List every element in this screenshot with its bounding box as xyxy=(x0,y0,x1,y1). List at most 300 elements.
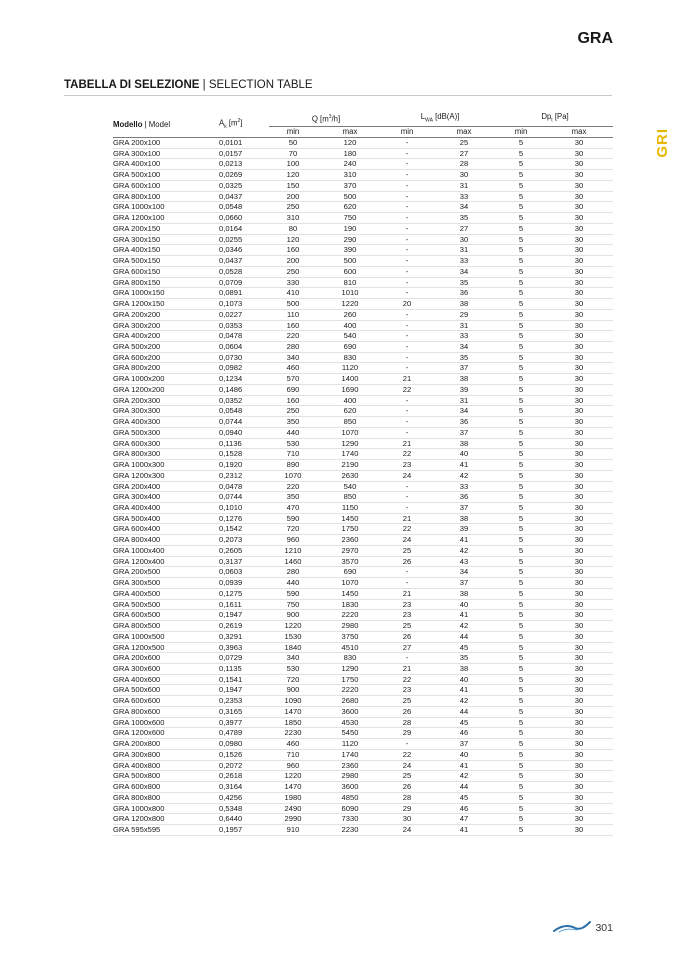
cell-model: GRA 1200x300 xyxy=(113,470,165,480)
cell-q-min: 330 xyxy=(286,277,300,287)
cell-q-max: 500 xyxy=(343,191,357,201)
cell-dpt-min: 5 xyxy=(518,148,524,158)
table-row xyxy=(113,159,613,170)
cell-q-max: 830 xyxy=(343,653,357,663)
table-row xyxy=(113,202,613,213)
cell-model: GRA 400x200 xyxy=(113,331,161,341)
column-header-ak: $A_k$ $[m^2]$ xyxy=(219,117,243,130)
cell-model: GRA 200x600 xyxy=(113,653,161,663)
cell-ak: 0,3291 xyxy=(219,631,243,641)
cell-dpt-max: 30 xyxy=(574,299,584,309)
table-row xyxy=(113,760,613,771)
cell-q-max: 1450 xyxy=(341,513,359,523)
column-group-lwa: $L_{WA}$ [dB(A)] xyxy=(383,112,497,127)
cell-lwa-max: 37 xyxy=(459,502,469,512)
table-row xyxy=(113,621,613,632)
table-row xyxy=(113,728,613,739)
table-row xyxy=(113,277,613,288)
cell-q-min: 160 xyxy=(286,245,300,255)
cell-q-min: 350 xyxy=(286,417,300,427)
cell-model: GRA 800x500 xyxy=(113,621,161,631)
cell-model: GRA 1200x500 xyxy=(113,642,165,652)
cell-q-max: 7330 xyxy=(341,814,359,824)
cell-dpt-min: 5 xyxy=(518,417,524,427)
cell-q-max: 6090 xyxy=(341,803,359,813)
cell-q-min: 470 xyxy=(286,502,300,512)
cell-lwa-max: 41 xyxy=(459,610,469,620)
cell-ak: 0,3165 xyxy=(219,706,243,716)
cell-lwa-min: 21 xyxy=(402,438,412,448)
cell-q-max: 850 xyxy=(343,417,357,427)
cell-dpt-min: 5 xyxy=(518,481,524,491)
table-row xyxy=(113,341,613,352)
table-row xyxy=(113,374,613,385)
cell-dpt-min: 5 xyxy=(518,814,524,824)
column-group-dpt: $Dp_t$ [Pa] xyxy=(497,112,613,127)
cell-dpt-max: 30 xyxy=(574,642,584,652)
cell-lwa-min: - xyxy=(405,578,409,588)
cell-lwa-max: 41 xyxy=(459,685,469,695)
table-row xyxy=(113,631,613,642)
cell-lwa-min: 23 xyxy=(402,599,412,609)
cell-ak: 0,1947 xyxy=(219,685,243,695)
cell-q-min: 340 xyxy=(286,653,300,663)
cell-lwa-max: 44 xyxy=(459,631,469,641)
cell-dpt-min: 5 xyxy=(518,191,524,201)
cell-model: GRA 800x200 xyxy=(113,363,161,373)
cell-dpt-max: 30 xyxy=(574,331,584,341)
cell-lwa-min: 22 xyxy=(402,384,412,394)
cell-model: GRA 400x400 xyxy=(113,502,161,512)
cell-dpt-min: 5 xyxy=(518,299,524,309)
cell-model: GRA 1000x600 xyxy=(113,717,165,727)
cell-q-min: 1210 xyxy=(284,545,302,555)
cell-dpt-min: 5 xyxy=(518,535,524,545)
cell-q-max: 2220 xyxy=(341,685,359,695)
cell-q-max: 1220 xyxy=(341,299,359,309)
cell-q-max: 120 xyxy=(343,138,357,148)
table-row xyxy=(113,138,613,149)
cell-lwa-max: 37 xyxy=(459,427,469,437)
cell-lwa-max: 38 xyxy=(459,438,469,448)
table-row xyxy=(113,148,613,159)
cell-q-max: 1740 xyxy=(341,749,359,759)
cell-q-max: 2190 xyxy=(341,460,359,470)
cell-dpt-max: 30 xyxy=(574,460,584,470)
cell-q-min: 120 xyxy=(286,234,300,244)
table-row xyxy=(113,545,613,556)
cell-dpt-max: 30 xyxy=(574,674,584,684)
cell-q-min: 1470 xyxy=(284,782,302,792)
table-row xyxy=(113,363,613,374)
cell-lwa-max: 46 xyxy=(459,728,469,738)
cell-ak: 0,1486 xyxy=(219,384,243,394)
cell-lwa-min: - xyxy=(405,363,409,373)
cell-q-min: 440 xyxy=(286,578,300,588)
cell-dpt-max: 30 xyxy=(574,234,584,244)
cell-lwa-max: 25 xyxy=(459,138,469,148)
cell-q-min: 1470 xyxy=(284,706,302,716)
subheader-max: max xyxy=(456,127,472,137)
cell-dpt-max: 30 xyxy=(574,599,584,609)
cell-ak: 0,0157 xyxy=(219,148,243,158)
cell-model: GRA 600x300 xyxy=(113,438,161,448)
cell-dpt-max: 30 xyxy=(574,223,584,233)
cell-lwa-min: 21 xyxy=(402,588,412,598)
cell-ak: 0,0478 xyxy=(219,481,243,491)
cell-model: GRA 400x800 xyxy=(113,760,161,770)
cell-ak: 0,0660 xyxy=(219,213,243,223)
cell-q-min: 590 xyxy=(286,588,300,598)
cell-model: GRA 400x300 xyxy=(113,417,161,427)
cell-q-max: 1070 xyxy=(341,578,359,588)
cell-ak: 0,0227 xyxy=(219,309,243,319)
cell-dpt-max: 30 xyxy=(574,825,584,835)
cell-lwa-max: 39 xyxy=(459,384,469,394)
cell-model: GRA 1000x150 xyxy=(113,288,165,298)
cell-q-max: 1750 xyxy=(341,674,359,684)
cell-q-min: 50 xyxy=(288,138,298,148)
table-row xyxy=(113,417,613,428)
cell-ak: 0,4256 xyxy=(219,792,243,802)
subheader-max: max xyxy=(342,127,358,137)
cell-dpt-min: 5 xyxy=(518,170,524,180)
table-row xyxy=(113,588,613,599)
cell-lwa-min: - xyxy=(405,406,409,416)
cell-ak: 0,0729 xyxy=(219,653,243,663)
cell-lwa-min: 28 xyxy=(402,717,412,727)
cell-q-min: 250 xyxy=(286,406,300,416)
cell-dpt-min: 5 xyxy=(518,792,524,802)
cell-dpt-min: 5 xyxy=(518,717,524,727)
cell-model: GRA 800x150 xyxy=(113,277,161,287)
cell-dpt-min: 5 xyxy=(518,674,524,684)
cell-ak: 0,0603 xyxy=(219,567,243,577)
cell-q-min: 310 xyxy=(286,213,300,223)
table-row xyxy=(113,245,613,256)
cell-lwa-max: 37 xyxy=(459,363,469,373)
cell-q-max: 750 xyxy=(343,213,357,223)
cell-q-min: 960 xyxy=(286,760,300,770)
cell-model: GRA 1200x800 xyxy=(113,814,165,824)
cell-lwa-min: - xyxy=(405,395,409,405)
cell-dpt-max: 30 xyxy=(574,384,584,394)
cell-dpt-min: 5 xyxy=(518,621,524,631)
cell-lwa-min: 29 xyxy=(402,803,412,813)
table-row xyxy=(113,567,613,578)
section-title-rest: SELECTION TABLE xyxy=(208,79,313,91)
cell-ak: 0,0730 xyxy=(219,352,243,362)
cell-lwa-min: 25 xyxy=(402,621,412,631)
table-row xyxy=(113,771,613,782)
cell-dpt-min: 5 xyxy=(518,374,524,384)
cell-q-min: 410 xyxy=(286,288,300,298)
cell-lwa-min: 21 xyxy=(402,513,412,523)
cell-lwa-min: 29 xyxy=(402,728,412,738)
cell-lwa-max: 38 xyxy=(459,588,469,598)
cell-lwa-max: 38 xyxy=(459,374,469,384)
cell-q-min: 910 xyxy=(286,825,300,835)
cell-model: GRA 1000x400 xyxy=(113,545,165,555)
cell-dpt-max: 30 xyxy=(574,406,584,416)
cell-model: GRA 300x300 xyxy=(113,406,161,416)
cell-q-max: 400 xyxy=(343,395,357,405)
cell-model: GRA 500x400 xyxy=(113,513,161,523)
cell-q-max: 3600 xyxy=(341,782,359,792)
cell-dpt-max: 30 xyxy=(574,578,584,588)
table-row xyxy=(113,320,613,331)
cell-q-min: 900 xyxy=(286,610,300,620)
table-row xyxy=(113,706,613,717)
cell-ak: 0,0982 xyxy=(219,363,243,373)
product-code-heading: GRA xyxy=(577,30,613,47)
cell-lwa-min: - xyxy=(405,502,409,512)
cell-model: GRA 200x200 xyxy=(113,309,161,319)
cell-ak: 0,3963 xyxy=(219,642,243,652)
cell-lwa-min: - xyxy=(405,492,409,502)
table-row xyxy=(113,191,613,202)
table-row xyxy=(113,524,613,535)
cell-lwa-max: 42 xyxy=(459,696,469,706)
cell-lwa-max: 27 xyxy=(459,223,469,233)
cell-dpt-max: 30 xyxy=(574,749,584,759)
cell-lwa-max: 46 xyxy=(459,803,469,813)
section-title-bold: TABELLA DI SELEZIONE xyxy=(64,79,200,91)
cell-model: GRA 400x600 xyxy=(113,674,161,684)
cell-lwa-max: 40 xyxy=(459,674,469,684)
cell-q-min: 280 xyxy=(286,567,300,577)
cell-ak: 0,1234 xyxy=(219,374,243,384)
cell-ak: 0,0101 xyxy=(219,138,243,148)
cell-q-max: 1740 xyxy=(341,449,359,459)
cell-q-max: 2630 xyxy=(341,470,359,480)
cell-q-min: 710 xyxy=(286,449,300,459)
cell-dpt-max: 30 xyxy=(574,202,584,212)
cell-lwa-max: 41 xyxy=(459,760,469,770)
cell-q-min: 200 xyxy=(286,256,300,266)
cell-lwa-max: 44 xyxy=(459,706,469,716)
cell-dpt-min: 5 xyxy=(518,406,524,416)
cell-model: GRA 300x500 xyxy=(113,578,161,588)
cell-model: GRA 400x100 xyxy=(113,159,161,169)
cell-dpt-max: 30 xyxy=(574,138,584,148)
cell-ak: 0,0548 xyxy=(219,406,243,416)
cell-lwa-max: 31 xyxy=(459,320,469,330)
cell-q-min: 2990 xyxy=(284,814,302,824)
cell-q-min: 1090 xyxy=(284,696,302,706)
cell-dpt-min: 5 xyxy=(518,502,524,512)
cell-dpt-max: 30 xyxy=(574,320,584,330)
cell-model: GRA 300x100 xyxy=(113,148,161,158)
cell-q-min: 570 xyxy=(286,374,300,384)
cell-q-max: 400 xyxy=(343,320,357,330)
cell-dpt-max: 30 xyxy=(574,363,584,373)
table-row xyxy=(113,685,613,696)
cell-lwa-max: 35 xyxy=(459,352,469,362)
cell-dpt-min: 5 xyxy=(518,395,524,405)
cell-lwa-max: 36 xyxy=(459,288,469,298)
cell-lwa-max: 27 xyxy=(459,148,469,158)
cell-lwa-max: 42 xyxy=(459,771,469,781)
cell-dpt-min: 5 xyxy=(518,524,524,534)
cell-lwa-max: 43 xyxy=(459,556,469,566)
cell-q-min: 1530 xyxy=(284,631,302,641)
cell-dpt-max: 30 xyxy=(574,341,584,351)
cell-ak: 0,0604 xyxy=(219,341,243,351)
cell-lwa-max: 45 xyxy=(459,792,469,802)
cell-q-max: 1830 xyxy=(341,599,359,609)
cell-model: GRA 200x150 xyxy=(113,223,161,233)
cell-q-min: 340 xyxy=(286,352,300,362)
cell-q-max: 260 xyxy=(343,309,357,319)
cell-q-max: 690 xyxy=(343,567,357,577)
cell-q-max: 1290 xyxy=(341,664,359,673)
cell-ak: 0,0269 xyxy=(219,170,243,180)
cell-q-max: 2680 xyxy=(341,696,359,706)
cell-dpt-max: 30 xyxy=(574,180,584,190)
cell-model: GRA 200x500 xyxy=(113,567,161,577)
category-side-tab: GRI xyxy=(654,128,671,158)
cell-dpt-min: 5 xyxy=(518,706,524,716)
cell-lwa-min: - xyxy=(405,481,409,491)
cell-q-max: 620 xyxy=(343,202,357,212)
cell-dpt-min: 5 xyxy=(518,427,524,437)
cell-model: GRA 300x600 xyxy=(113,664,161,673)
cell-dpt-min: 5 xyxy=(518,460,524,470)
cell-dpt-min: 5 xyxy=(518,277,524,287)
cell-lwa-min: 24 xyxy=(402,470,412,480)
cell-q-min: 890 xyxy=(286,460,300,470)
cell-dpt-max: 30 xyxy=(574,706,584,716)
table-row xyxy=(113,717,613,728)
table-row xyxy=(113,556,613,567)
table-row xyxy=(113,481,613,492)
cell-ak: 0,0346 xyxy=(219,245,243,255)
cell-ak: 0,2353 xyxy=(219,696,243,706)
table-row xyxy=(113,792,613,803)
cell-q-max: 2220 xyxy=(341,610,359,620)
cell-dpt-min: 5 xyxy=(518,352,524,362)
cell-lwa-max: 29 xyxy=(459,309,469,319)
cell-dpt-min: 5 xyxy=(518,341,524,351)
cell-model: GRA 800x300 xyxy=(113,449,161,459)
cell-model: GRA 600x600 xyxy=(113,696,161,706)
cell-lwa-min: 25 xyxy=(402,696,412,706)
cell-dpt-max: 30 xyxy=(574,556,584,566)
cell-dpt-min: 5 xyxy=(518,685,524,695)
cell-q-min: 710 xyxy=(286,749,300,759)
cell-dpt-min: 5 xyxy=(518,234,524,244)
cell-lwa-max: 38 xyxy=(459,664,469,673)
cell-model: GRA 1000x500 xyxy=(113,631,165,641)
cell-ak: 0,1136 xyxy=(219,438,242,448)
cell-ak: 0,3977 xyxy=(219,717,243,727)
cell-dpt-min: 5 xyxy=(518,320,524,330)
cell-lwa-min: 22 xyxy=(402,449,412,459)
table-row xyxy=(113,438,613,449)
cell-dpt-max: 30 xyxy=(574,277,584,287)
table-row xyxy=(113,288,613,299)
cell-lwa-max: 31 xyxy=(459,245,469,255)
cell-lwa-min: - xyxy=(405,739,409,749)
cell-dpt-max: 30 xyxy=(574,288,584,298)
cell-lwa-min: - xyxy=(405,191,409,201)
cell-dpt-min: 5 xyxy=(518,631,524,641)
cell-dpt-max: 30 xyxy=(574,631,584,641)
cell-model: GRA 500x200 xyxy=(113,341,161,351)
cell-ak: 0,0891 xyxy=(219,288,243,298)
cell-lwa-min: 23 xyxy=(402,460,412,470)
cell-model: GRA 600x500 xyxy=(113,610,161,620)
cell-dpt-max: 30 xyxy=(574,502,584,512)
table-row xyxy=(113,223,613,234)
cell-lwa-min: 22 xyxy=(402,674,412,684)
cell-dpt-min: 5 xyxy=(518,610,524,620)
cell-dpt-max: 30 xyxy=(574,513,584,523)
column-header-model: Modello | Model xyxy=(113,119,171,129)
cell-dpt-max: 30 xyxy=(574,470,584,480)
cell-lwa-min: 28 xyxy=(402,792,412,802)
cell-dpt-min: 5 xyxy=(518,438,524,448)
cell-q-min: 1070 xyxy=(284,470,302,480)
cell-q-min: 1840 xyxy=(284,642,302,652)
cell-dpt-max: 30 xyxy=(574,728,584,738)
cell-lwa-min: - xyxy=(405,170,409,180)
cell-q-min: 150 xyxy=(286,180,300,190)
cell-ak: 0,0548 xyxy=(219,202,243,212)
cell-q-min: 120 xyxy=(286,170,300,180)
cell-dpt-max: 30 xyxy=(574,545,584,555)
cell-q-min: 220 xyxy=(286,331,300,341)
cell-q-min: 460 xyxy=(286,363,300,373)
cell-q-min: 1850 xyxy=(284,717,302,727)
cell-q-min: 720 xyxy=(286,524,300,534)
cell-lwa-max: 34 xyxy=(459,266,469,276)
cell-dpt-min: 5 xyxy=(518,588,524,598)
cell-lwa-min: 22 xyxy=(402,749,412,759)
cell-dpt-max: 30 xyxy=(574,417,584,427)
cell-lwa-max: 30 xyxy=(459,234,469,244)
cell-lwa-min: - xyxy=(405,234,409,244)
cell-q-max: 1450 xyxy=(341,588,359,598)
section-divider xyxy=(64,95,612,96)
cell-model: GRA 800x600 xyxy=(113,706,161,716)
cell-dpt-max: 30 xyxy=(574,814,584,824)
cell-q-max: 540 xyxy=(343,331,357,341)
cell-lwa-min: 22 xyxy=(402,524,412,534)
cell-lwa-min: - xyxy=(405,331,409,341)
cell-q-max: 3600 xyxy=(341,706,359,716)
table-row xyxy=(113,266,613,277)
cell-lwa-min: - xyxy=(405,213,409,223)
cell-ak: 0,1528 xyxy=(219,449,243,459)
cell-dpt-max: 30 xyxy=(574,664,584,673)
cell-lwa-max: 41 xyxy=(459,825,469,835)
table-row xyxy=(113,664,613,675)
cell-lwa-max: 35 xyxy=(459,277,469,287)
cell-lwa-min: 25 xyxy=(402,771,412,781)
cell-q-min: 1220 xyxy=(284,771,302,781)
cell-lwa-min: 24 xyxy=(402,535,412,545)
cell-q-min: 200 xyxy=(286,191,300,201)
cell-dpt-min: 5 xyxy=(518,771,524,781)
cell-q-max: 1010 xyxy=(341,288,359,298)
cell-q-min: 500 xyxy=(286,299,300,309)
cell-lwa-max: 37 xyxy=(459,578,469,588)
cell-q-min: 1220 xyxy=(284,621,302,631)
cell-q-max: 850 xyxy=(343,492,357,502)
column-group-q: Q $[m^3/h]$ xyxy=(269,112,383,127)
